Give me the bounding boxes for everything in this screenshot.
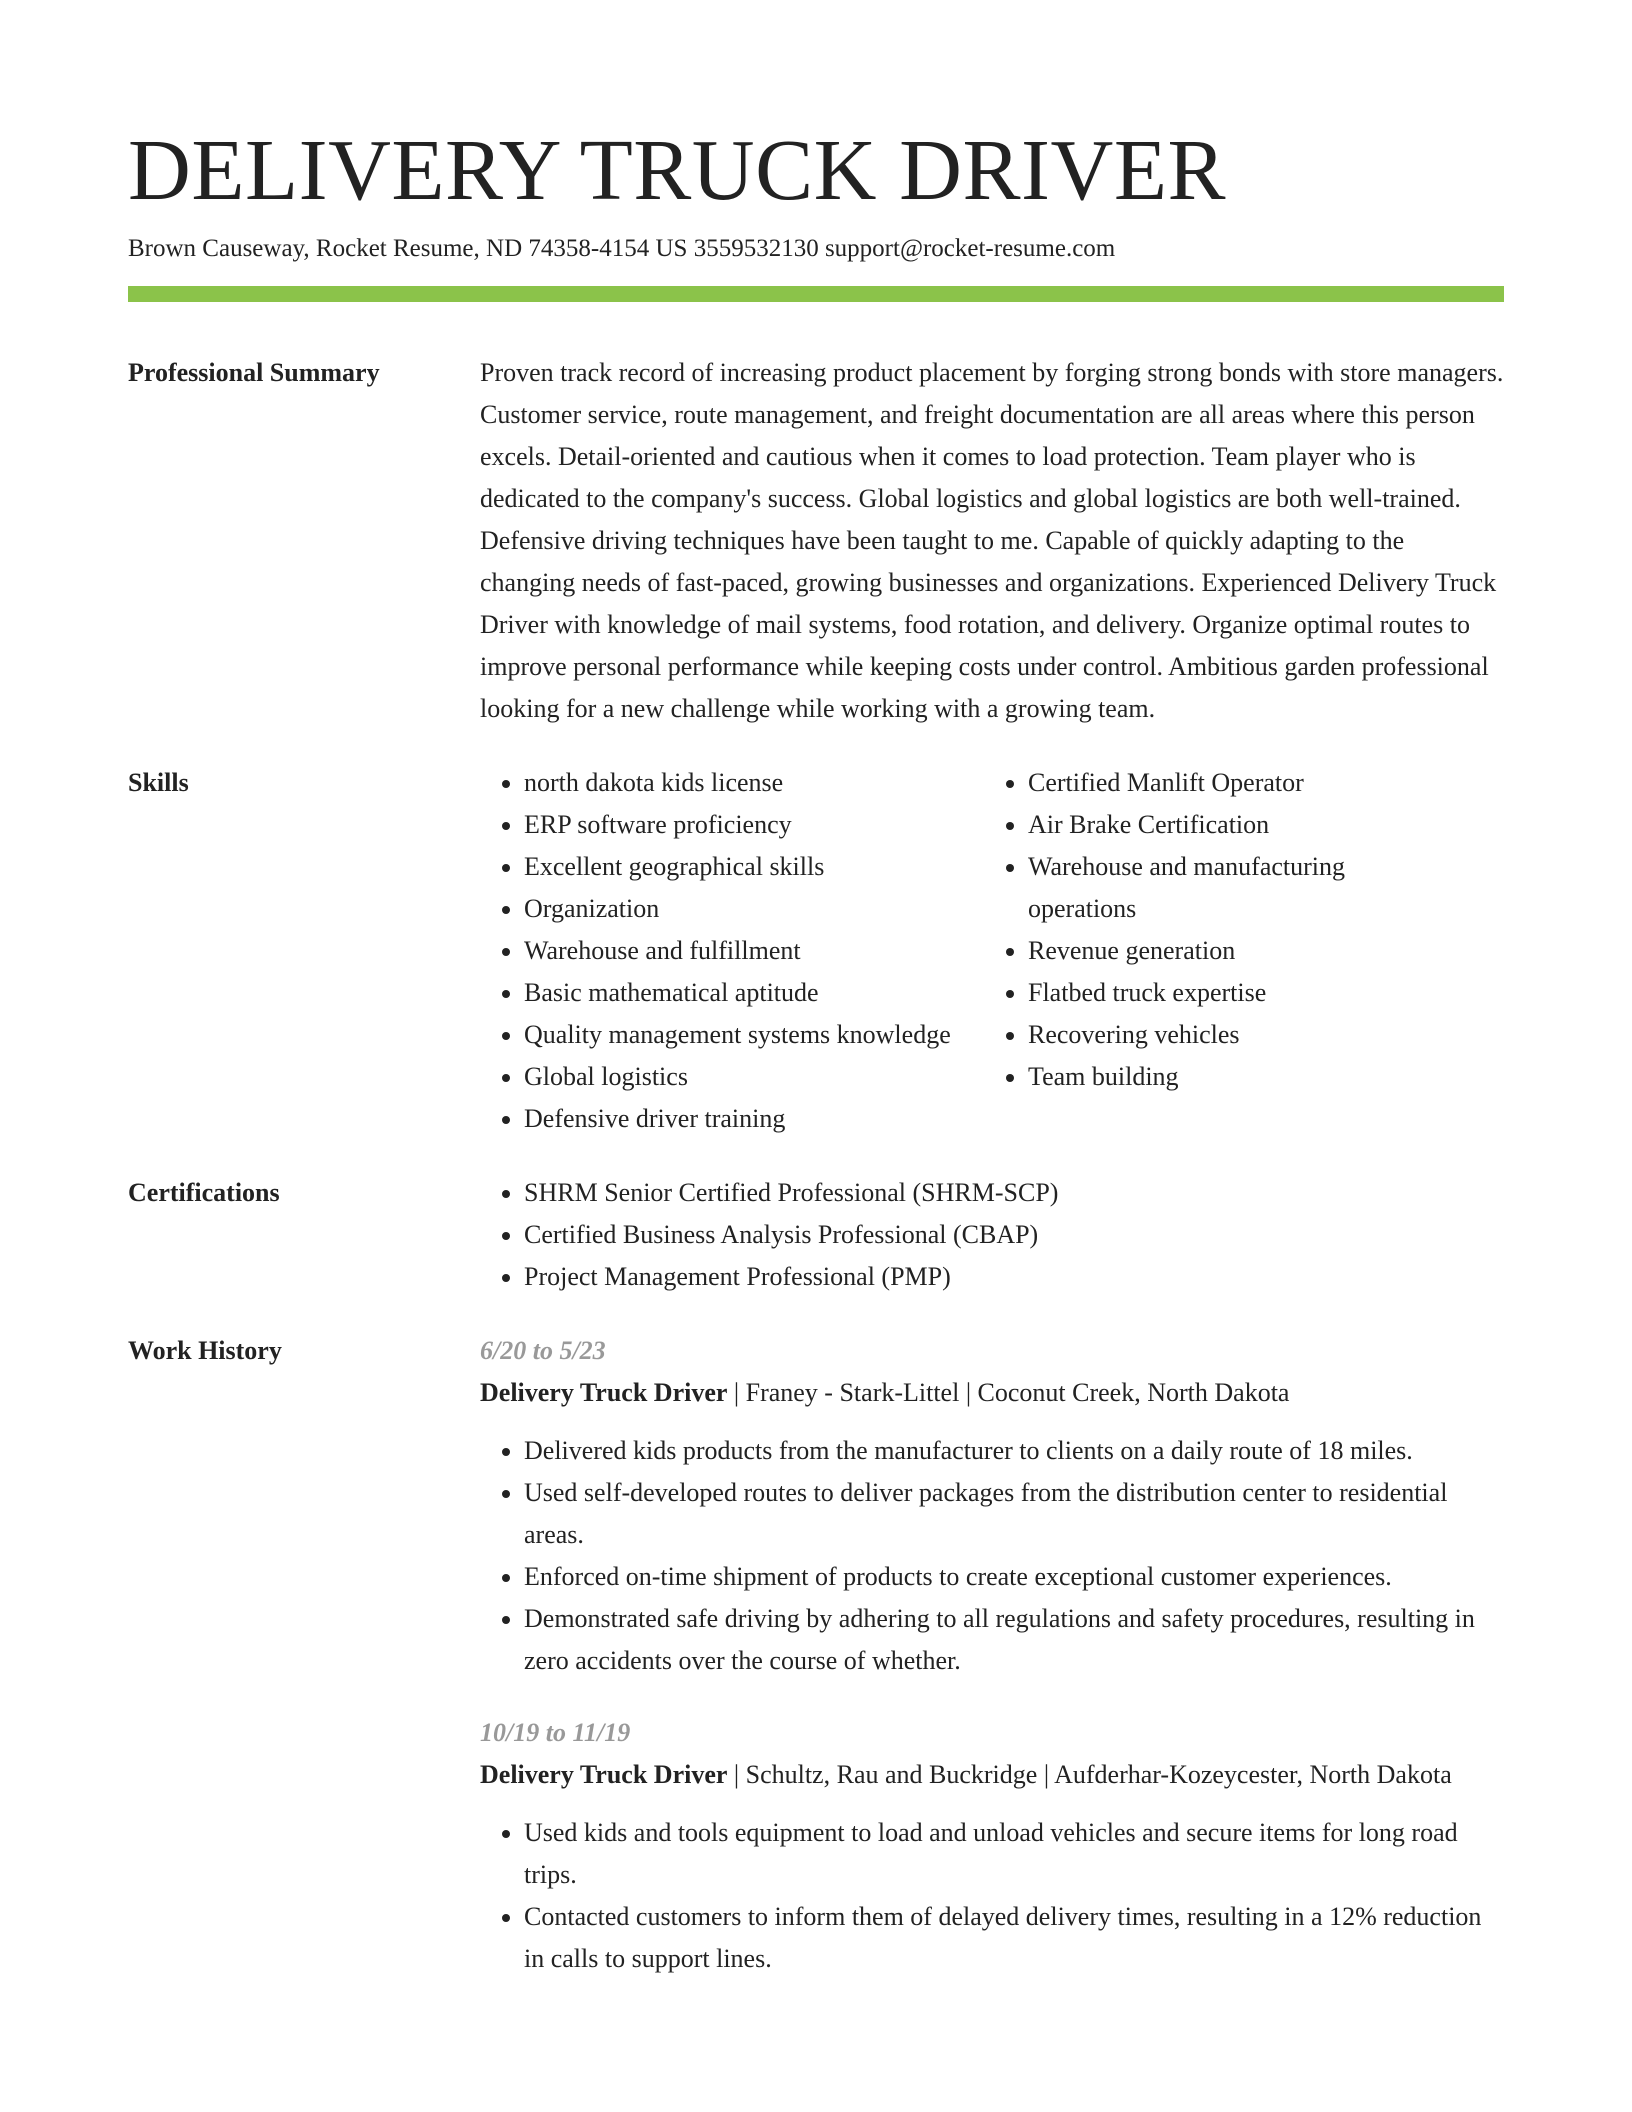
section-body — [480, 1330, 1504, 1980]
job-bullet: • Used kids and tools equipment to load and unload vehicles and secure items for long road trips. — [524, 1812, 1504, 1896]
job-details: | Schultz, Rau and Buckridge | Aufderhar-Kozeycester, North Dakota — [733, 1760, 1452, 1789]
job-entry — [480, 1712, 1504, 1980]
contact-phone: 3559532130 — [693, 235, 819, 262]
job-bullet: • Enforced on-time shipment of products to create exceptional customer experiences. — [524, 1556, 1504, 1598]
skills-section — [128, 762, 1504, 1140]
section-title: Work History — [128, 1336, 282, 1365]
section-body — [480, 1172, 1504, 1298]
job-bullet: • Contacted customers to inform them of delayed delivery times, resulting in a 12% reduction in calls to support lines. — [524, 1896, 1504, 1980]
skill-item: • Recovering vehicles — [1028, 1014, 1448, 1056]
job-dates: 10/19 to 11/19 — [480, 1718, 631, 1747]
job-role: Delivery Truck Driver — [480, 1378, 728, 1407]
job-details: | Franey - Stark-Littel | Coconut Creek, North Dakota — [733, 1378, 1290, 1407]
skill-item: • Basic mathematical aptitude — [524, 972, 984, 1014]
certification-item: • Certified Business Analysis Professional (CBAP) — [524, 1214, 1504, 1256]
skill-item: • Organization — [524, 888, 984, 930]
skills-columns — [480, 762, 1504, 1140]
skill-item: • Team building — [1028, 1056, 1448, 1098]
job-bullets — [480, 1812, 1504, 1980]
skills-list-left — [480, 762, 984, 1140]
section-title: Skills — [128, 768, 189, 797]
job-role: Delivery Truck Driver — [480, 1760, 728, 1789]
job-heading — [480, 1372, 1504, 1414]
skill-item: • Excellent geographical skills — [524, 846, 984, 888]
skill-item: • Warehouse and fulfillment — [524, 930, 984, 972]
skill-item: • Quality management systems knowledge — [524, 1014, 984, 1056]
professional-summary-section — [128, 352, 1504, 730]
section-title: Certifications — [128, 1178, 280, 1207]
accent-divider — [128, 286, 1504, 302]
contact-email[interactable]: support@rocket-resume.com — [824, 235, 1116, 262]
skills-list-right — [984, 762, 1448, 1140]
skill-item: • ERP software proficiency — [524, 804, 984, 846]
contact-line — [128, 232, 1504, 266]
job-bullet: • Used self-developed routes to deliver packages from the distribution center to residential areas. — [524, 1472, 1504, 1556]
certification-item: • Project Management Professional (PMP) — [524, 1256, 1504, 1298]
section-body — [480, 352, 1504, 730]
summary-text: Proven track record of increasing product placement by forging strong bonds with store managers. Customer service, route management, and freight documentation are all areas where this person excels. Detail-oriented and cautious when it comes to load protection. Team player who is dedicated to the company's success. Global logistics and global logistics are both well-trained. Defensive driving techniques have been taught to me. Capable of quickly adapting to the changing needs of fast-paced, growing businesses and organizations. Experienced Delivery Truck Driver with knowledge of mail systems, food rotation, and delivery. Organize optimal routes to improve personal performance while keeping costs under control. Ambitious garden professional looking for a new challenge while working with a growing team. — [480, 358, 1504, 723]
skill-item: • Warehouse and manufacturing operations — [1028, 846, 1448, 930]
job-bullet: • Demonstrated safe driving by adhering to all regulations and safety procedures, resulting in zero accidents over the course of whether. — [524, 1598, 1504, 1682]
job-heading — [480, 1754, 1504, 1796]
skill-item: • Flatbed truck expertise — [1028, 972, 1448, 1014]
skill-item: • Certified Manlift Operator — [1028, 762, 1448, 804]
skill-item: • north dakota kids license — [524, 762, 984, 804]
skill-item: • Air Brake Certification — [1028, 804, 1448, 846]
section-title: Professional Summary — [128, 358, 380, 387]
certifications-list — [480, 1172, 1504, 1298]
certifications-section — [128, 1172, 1504, 1298]
job-bullet: • Delivered kids products from the manufacturer to clients on a daily route of 18 miles. — [524, 1430, 1504, 1472]
job-entry — [480, 1330, 1504, 1682]
resume-page — [128, 120, 1504, 1980]
contact-address: Brown Causeway, Rocket Resume, ND 74358-4154 US — [128, 235, 688, 262]
job-dates: 6/20 to 5/23 — [480, 1336, 606, 1365]
certification-item: • SHRM Senior Certified Professional (SHRM-SCP) — [524, 1172, 1504, 1214]
resume-title: DELIVERY TRUCK DRIVER — [128, 121, 1226, 218]
skill-item: • Global logistics — [524, 1056, 984, 1098]
work-history-section — [128, 1330, 1504, 1980]
job-bullets — [480, 1430, 1504, 1682]
skill-item: • Defensive driver training — [524, 1098, 984, 1140]
skill-item: • Revenue generation — [1028, 930, 1448, 972]
